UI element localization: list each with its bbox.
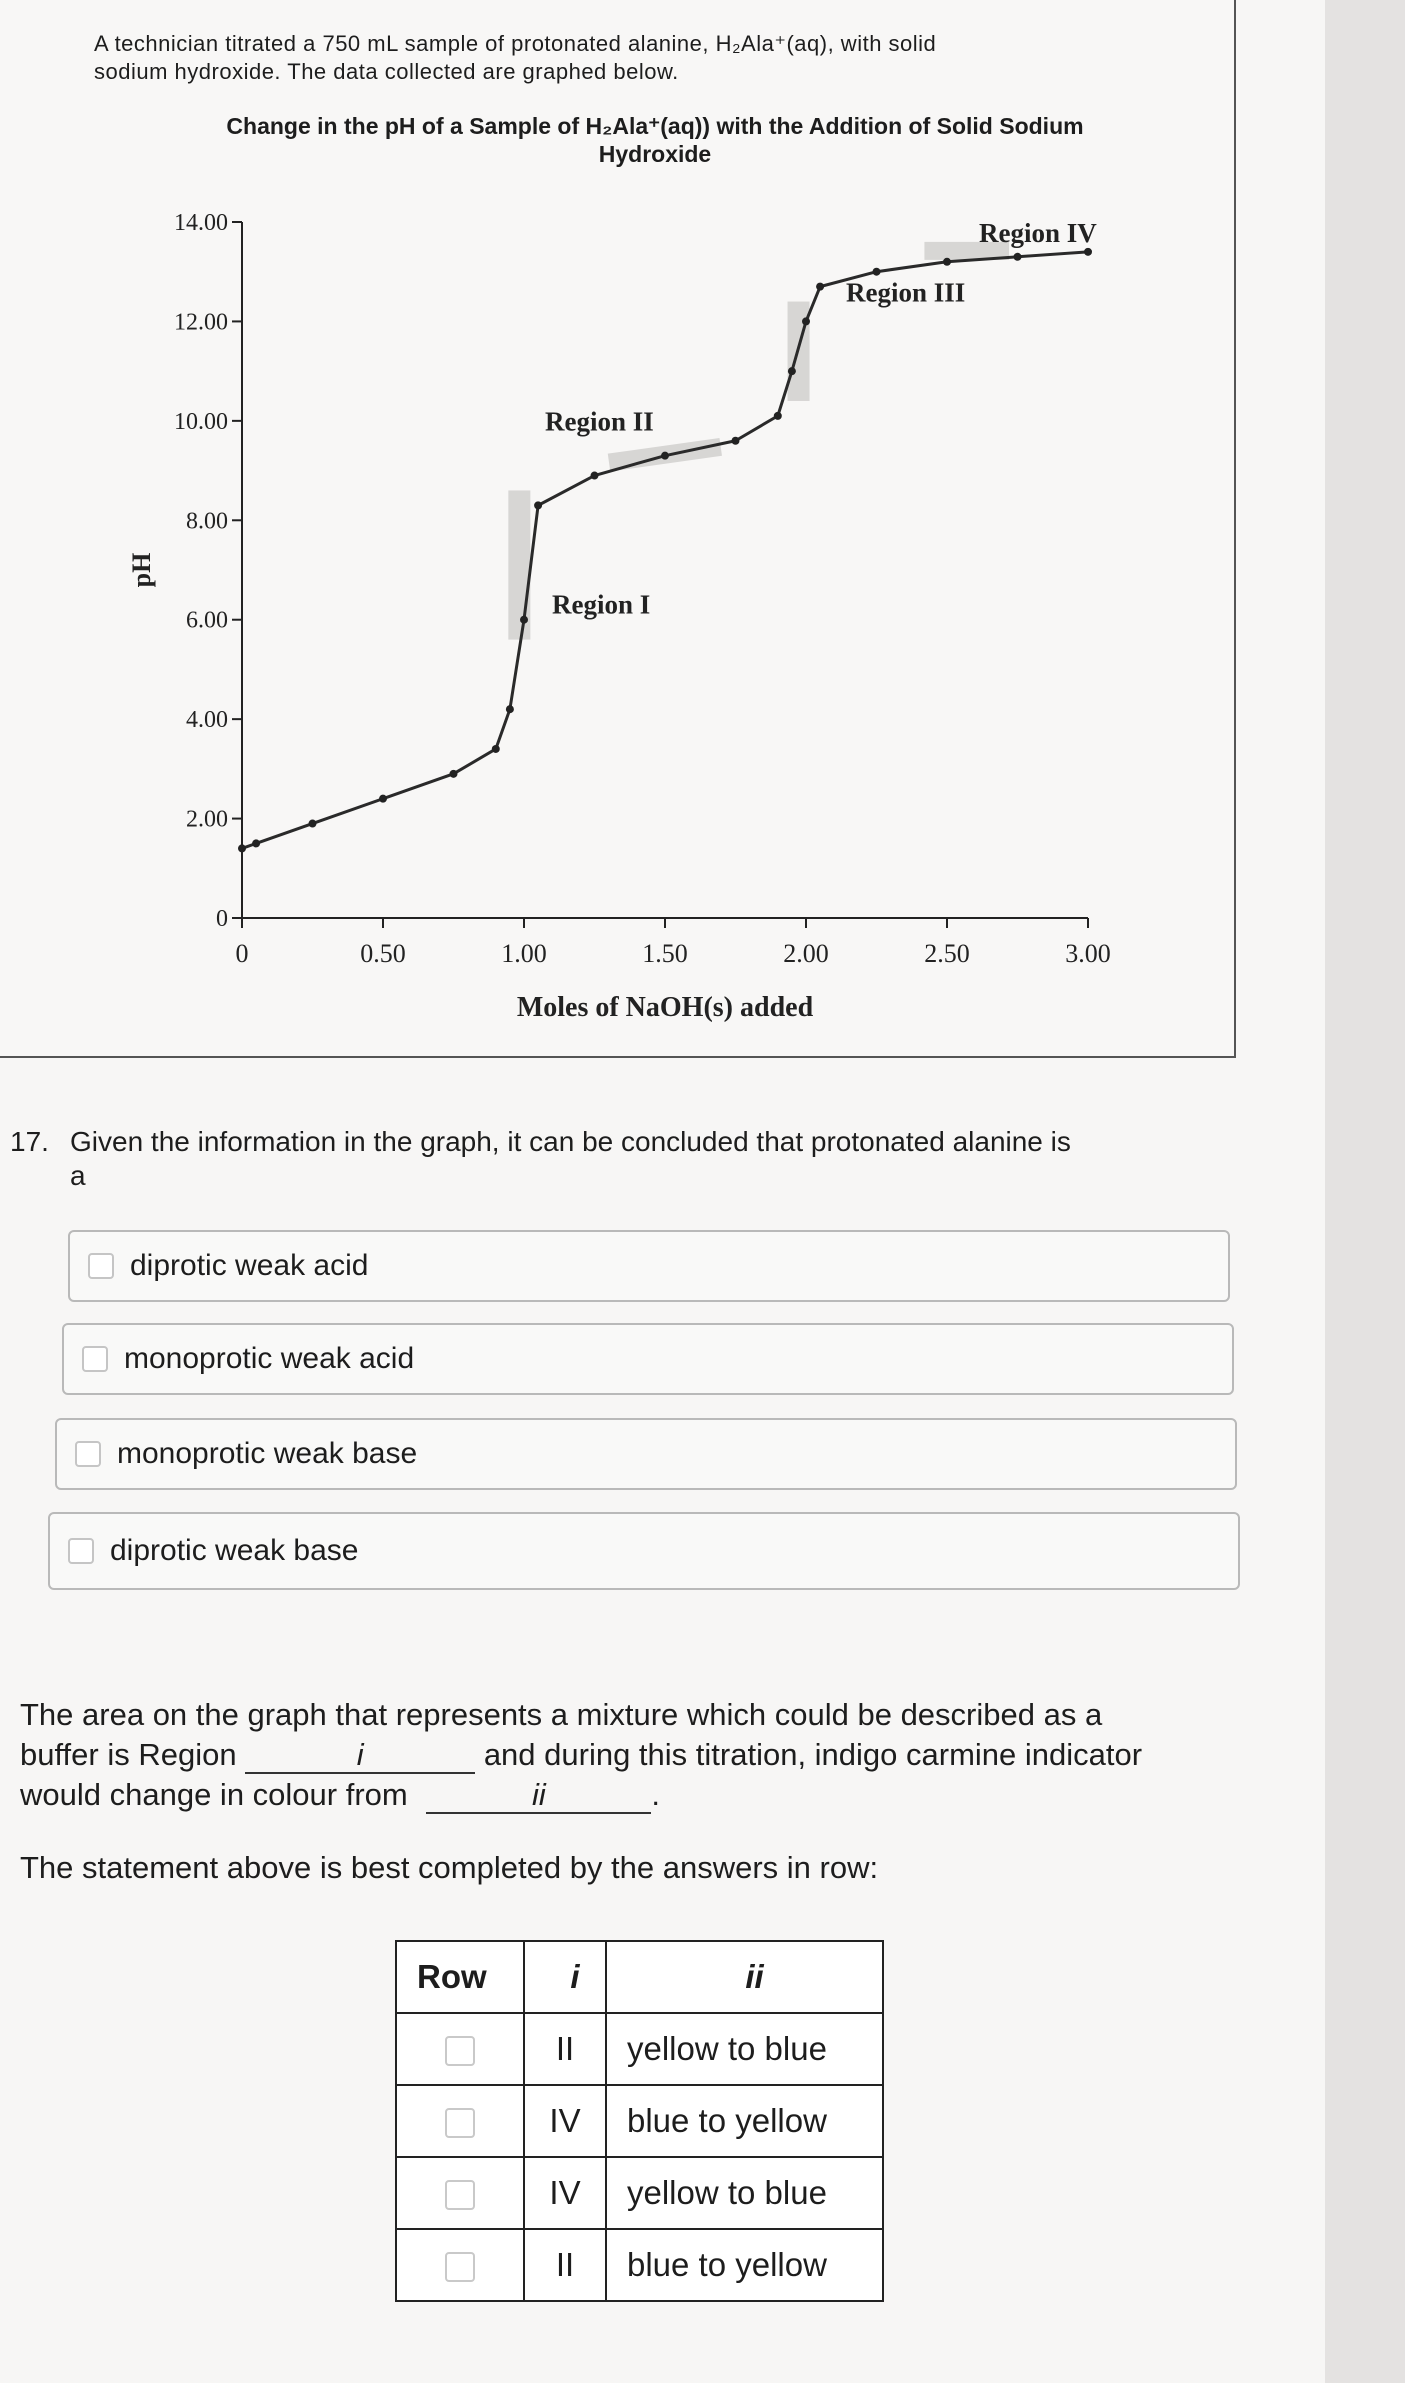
q18-text: would change in colour from bbox=[20, 1777, 408, 1812]
data-point bbox=[591, 472, 599, 480]
region-label: Region IV bbox=[979, 217, 1097, 248]
table-row[interactable] bbox=[396, 2085, 883, 2157]
data-point bbox=[816, 283, 824, 291]
data-point bbox=[309, 820, 317, 828]
row-checkbox[interactable] bbox=[445, 2108, 475, 2138]
option-label: diprotic weak acid bbox=[130, 1249, 369, 1282]
option-label: monoprotic weak base bbox=[117, 1437, 418, 1470]
option-diprotic-weak-acid[interactable] bbox=[68, 1230, 1230, 1302]
x-tick-label: 1.00 bbox=[501, 939, 547, 968]
question-17-line-1: Given the information in the graph, it can be concluded that protonated alanine is bbox=[70, 1126, 1071, 1157]
x-tick-label: 2.00 bbox=[783, 939, 829, 968]
cell-i: IV bbox=[524, 2157, 606, 2229]
answer-table-header bbox=[396, 1941, 883, 2013]
y-tick-label: 2.00 bbox=[186, 806, 228, 833]
question-18-line-3 bbox=[20, 1775, 1250, 1815]
cell-ii: blue to yellow bbox=[606, 2085, 883, 2157]
y-tick-label: 4.00 bbox=[186, 707, 228, 734]
row-select-cell[interactable] bbox=[396, 2013, 524, 2085]
question-18-line-1: The area on the graph that represents a mixture which could be described as a bbox=[20, 1697, 1103, 1732]
cell-i: II bbox=[524, 2229, 606, 2301]
titration-chart bbox=[0, 180, 1230, 1040]
data-point bbox=[943, 258, 951, 266]
option-checkbox[interactable] bbox=[88, 1253, 114, 1279]
titration-curve bbox=[242, 252, 1088, 849]
data-point bbox=[450, 770, 458, 778]
data-point bbox=[732, 437, 740, 445]
option-checkbox[interactable] bbox=[82, 1346, 108, 1372]
table-row[interactable] bbox=[396, 2229, 883, 2301]
header-ii: ii bbox=[606, 1941, 883, 2013]
option-label: diprotic weak base bbox=[110, 1534, 359, 1567]
x-tick-label: 1.50 bbox=[642, 939, 688, 968]
y-axis-label: pH bbox=[127, 552, 156, 588]
y-tick-label: 10.00 bbox=[174, 408, 228, 435]
intro-text bbox=[94, 30, 1194, 86]
row-checkbox[interactable] bbox=[445, 2180, 475, 2210]
right-margin bbox=[1325, 0, 1405, 2383]
q18-text: and during this titration, indigo carmine indicator bbox=[483, 1737, 1143, 1772]
option-diprotic-weak-base[interactable] bbox=[48, 1512, 1240, 1590]
blank-i: i bbox=[245, 1738, 475, 1774]
data-point bbox=[252, 839, 260, 847]
region-label: Region I bbox=[552, 589, 651, 620]
region-label: Region III bbox=[846, 277, 966, 308]
region-label: Region II bbox=[545, 406, 654, 437]
y-tick-label: 0 bbox=[216, 906, 228, 932]
data-point bbox=[534, 501, 542, 509]
row-select-cell[interactable] bbox=[396, 2085, 524, 2157]
figure-box bbox=[0, 0, 1236, 1058]
table-row[interactable] bbox=[396, 2157, 883, 2229]
option-monoprotic-weak-base[interactable] bbox=[55, 1418, 1237, 1490]
chart-title-line-2: Hydroxide bbox=[598, 141, 712, 167]
data-point bbox=[774, 412, 782, 420]
cell-i: II bbox=[524, 2013, 606, 2085]
q18-text: buffer is Region bbox=[20, 1737, 237, 1772]
question-17 bbox=[10, 1125, 1250, 1193]
x-tick-label: 0.50 bbox=[360, 939, 406, 968]
cell-i: IV bbox=[524, 2085, 606, 2157]
y-tick-label: 6.00 bbox=[186, 607, 228, 634]
question-18-line-2 bbox=[20, 1735, 1250, 1775]
q18-text: . bbox=[651, 1777, 660, 1812]
data-point bbox=[788, 367, 796, 375]
data-point bbox=[661, 452, 669, 460]
x-axis-label: Moles of NaOH(s) added bbox=[516, 992, 814, 1023]
header-row: Row bbox=[396, 1941, 524, 2013]
x-tick-label: 3.00 bbox=[1065, 939, 1111, 968]
table-row[interactable] bbox=[396, 2013, 883, 2085]
cell-ii: yellow to blue bbox=[606, 2157, 883, 2229]
question-18 bbox=[20, 1695, 1250, 1815]
data-point bbox=[520, 616, 528, 624]
data-point bbox=[1084, 248, 1092, 256]
header-i: i bbox=[524, 1941, 606, 2013]
intro-line-1: A technician titrated a 750 mL sample of protonated alanine, H₂Ala⁺(aq), with solid bbox=[94, 31, 937, 56]
row-select-cell[interactable] bbox=[396, 2229, 524, 2301]
y-tick-label: 12.00 bbox=[174, 309, 228, 336]
option-label: monoprotic weak acid bbox=[124, 1342, 415, 1375]
option-monoprotic-weak-acid[interactable] bbox=[62, 1323, 1234, 1395]
question-number: 17. bbox=[10, 1126, 49, 1157]
y-tick-label: 14.00 bbox=[174, 210, 228, 236]
data-point bbox=[506, 705, 514, 713]
cell-ii: yellow to blue bbox=[606, 2013, 883, 2085]
x-tick-label: 2.50 bbox=[924, 939, 970, 968]
row-checkbox[interactable] bbox=[445, 2252, 475, 2282]
y-tick-label: 8.00 bbox=[186, 508, 228, 535]
option-checkbox[interactable] bbox=[68, 1538, 94, 1564]
intro-line-2: sodium hydroxide. The data collected are graphed below. bbox=[94, 59, 679, 84]
question-18-stem: The statement above is best completed by the answers in row: bbox=[20, 1850, 879, 1885]
x-tick-label: 0 bbox=[235, 939, 249, 968]
question-17-line-2: a bbox=[70, 1160, 86, 1191]
data-point bbox=[238, 844, 246, 852]
row-select-cell[interactable] bbox=[396, 2157, 524, 2229]
answer-table bbox=[395, 1940, 884, 2302]
blank-ii: ii bbox=[426, 1778, 651, 1814]
data-point bbox=[802, 317, 810, 325]
row-checkbox[interactable] bbox=[445, 2036, 475, 2066]
data-point bbox=[1014, 253, 1022, 261]
data-point bbox=[379, 795, 387, 803]
data-point bbox=[873, 268, 881, 276]
cell-ii: blue to yellow bbox=[606, 2229, 883, 2301]
data-point bbox=[492, 745, 500, 753]
chart-title bbox=[80, 112, 1230, 168]
chart-title-line-1: Change in the pH of a Sample of H₂Ala⁺(aq)) with the Addition of Solid Sodium bbox=[226, 113, 1084, 139]
option-checkbox[interactable] bbox=[75, 1441, 101, 1467]
